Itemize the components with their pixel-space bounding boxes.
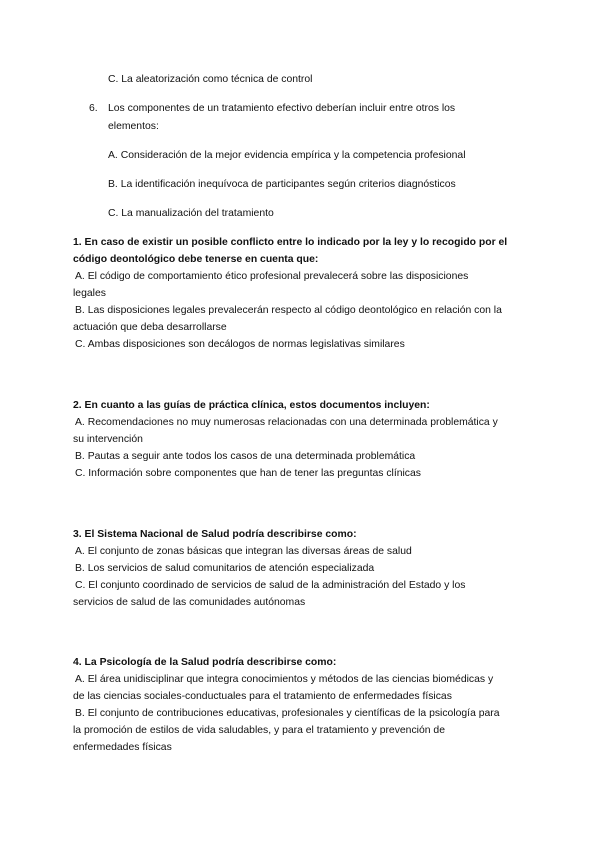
q6-option-a: A. Consideración de la mejor evidencia empírica y la competencia profesional [108,150,466,161]
q4-option-a-line1: A. El área unidisciplinar que integra conocimientos y métodos de las ciencias biomédicas y [75,674,494,685]
q4-option-a-line2: de las ciencias sociales-conductuales para el tratamiento de enfermedades físicas [73,691,452,702]
q2-option-a-line1: A. Recomendaciones no muy numerosas relacionadas con una determinada problemática y [75,417,498,428]
q6-text-line2: elementos: [108,121,159,132]
q6-text-line1: Los componentes de un tratamiento efectivo deberían incluir entre otros los [108,103,456,114]
q6-option-c: C. La manualización del tratamiento [108,208,274,219]
q1-option-a-line1: A. El código de comportamiento ético profesional prevalecerá sobre las disposiciones [75,271,469,282]
q1-option-a-line2: legales [73,288,106,299]
q2-option-a-line2: su intervención [73,434,143,445]
q3-text-line1: 3. El Sistema Nacional de Salud podría describirse como: [73,529,357,540]
q1-text-line1: 1. En caso de existir un posible conflicto entre lo indicado por la ley y lo recogido por el [73,237,508,248]
q3-option-c-line2: servicios de salud de las comunidades autónomas [73,597,306,608]
q2-text-line1: 2. En cuanto a las guías de práctica clínica, estos documentos incluyen: [73,400,430,411]
q1-option-b-line2: actuación que deba desarrollarse [73,322,227,333]
q3-option-c-line1: C. El conjunto coordinado de servicios de salud de la administración del Estado y los [75,580,466,591]
q3-option-a-line1: A. El conjunto de zonas básicas que integran las diversas áreas de salud [75,546,412,557]
q2-option-b-line1: B. Pautas a seguir ante todos los casos de una determinada problemática [75,451,416,462]
q6-option-b: B. La identificación inequívoca de participantes según criterios diagnósticos [108,179,456,190]
q1-option-c-line1: C. Ambas disposiciones son decálogos de normas legislativas similares [75,339,405,350]
q4-option-b-line2: la promoción de estilos de vida saludables, y para el tratamiento y prevención de [73,725,445,736]
q1-text-line2: código deontológico debe tenerse en cuenta que: [73,254,319,265]
q6-number: 6. [89,103,98,114]
q4-option-b-line1: B. El conjunto de contribuciones educativas, profesionales y científicas de la psicología para [75,708,500,719]
q2-option-c-line1: C. Información sobre componentes que han de tener las preguntas clínicas [75,468,421,479]
option-c-prev: C. La aleatorización como técnica de control [108,74,313,85]
q4-option-b-line3: enfermedades físicas [73,742,172,753]
q1-option-b-line1: B. Las disposiciones legales prevalecerán respecto al código deontológico en relación con la [75,305,502,316]
q3-option-b-line1: B. Los servicios de salud comunitarios de atención especializada [75,563,375,574]
q4-text-line1: 4. La Psicología de la Salud podría describirse como: [73,657,337,668]
